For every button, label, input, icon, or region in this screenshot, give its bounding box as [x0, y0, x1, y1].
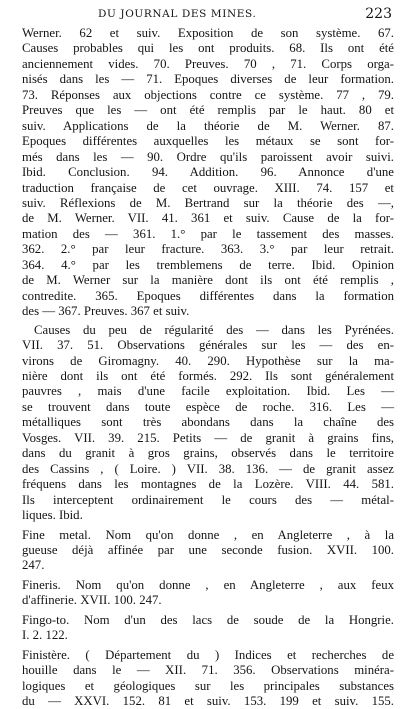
index-line: Finistère. ( Département du ) Indices et recherches de: [22, 647, 394, 662]
index-line: logiques et géologiques sur les principales substances: [22, 678, 394, 693]
index-line: d'affinerie. XVII. 100. 247.: [22, 593, 162, 608]
index-entry-fine-metal: [22, 528, 394, 574]
running-title: DU JOURNAL DES MINES.: [98, 8, 257, 20]
index-line: se trouvent dans toute espèce de roche. 316. Les —: [22, 399, 394, 414]
index-line: Epoques différentes auxquelles les métaux se sont for-: [22, 134, 394, 149]
index-line: Causes probables qui les ont produits. 68. Ils ont été: [22, 41, 394, 56]
index-line: Ils interceptent ordinairement le cours des — métal-: [22, 492, 394, 507]
index-line: de M. Werner. VII. 41. 361 et suiv. Cause de la for-: [22, 211, 394, 226]
index-line: houille dans le — XII. 71. 356. Observations minéra-: [22, 663, 394, 678]
index-body: [22, 26, 394, 709]
index-line: traduction française de cet ouvrage. XIII. 74. 157 et: [22, 180, 394, 195]
index-line: de M. Werner sur la manière dont ils ont été remplis ,: [22, 273, 394, 288]
index-line: fréquens dans les montagnes de la Lozère. VIII. 44. 581.: [22, 477, 394, 492]
index-entry-fingo-to: [22, 613, 394, 644]
index-line: 364. 4.° par les tremblemens de terre. Ibid. Opinion: [22, 257, 394, 272]
index-line: VII. 37. 51. Observations générales sur les — des en-: [22, 338, 394, 353]
index-line: Fingo-to. Nom d'un des lacs de soude de la Hongrie.: [22, 612, 394, 627]
index-line: suiv. Réflexions de M. Bertrand sur la théorie des —,: [22, 195, 394, 210]
index-line: liques. Ibid.: [22, 508, 83, 523]
index-line: contredite. 365. Epoques différentes dans la formation: [22, 288, 394, 303]
index-line: gueuse déjà affinée par une seconde fusion. XVII. 100.: [22, 542, 394, 557]
index-line: nisés dans les — 71. Epoques diverses de leur formation.: [22, 72, 394, 87]
index-line: des Cassins , ( Loire. ) VII. 38. 136. — de granit assez: [22, 461, 394, 476]
index-line: mation des — 361. 1.° par le tassement des masses.: [22, 226, 394, 241]
index-line: Preuves que les — ont été remplis par le haut. 80 et: [22, 103, 394, 118]
index-line: Causes du peu de régularité des — dans les Pyrénées.: [34, 322, 394, 337]
page-header: [14, 6, 392, 24]
index-block-filons-theory: [22, 26, 394, 320]
index-line: Ibid. Conclusion. 94. Addition. 96. Annonce d'une: [22, 165, 394, 180]
index-entry-fineris: [22, 578, 394, 609]
index-line: I. 2. 122.: [22, 628, 68, 643]
index-line: més dans les — 90. Ordre qu'ils paroissent avoir suivi.: [22, 149, 394, 164]
index-line: Vosges. VII. 39. 215. Petits — de granit à grains fins,: [22, 430, 394, 445]
index-line: virons de Giromagny. 40. 290. Hypothèse sur la ma-: [22, 353, 394, 368]
index-line: Fine metal. Nom qu'on donne , en Angleterre , à la: [22, 527, 394, 542]
index-line: des — 367. Preuves. 367 et suiv.: [22, 304, 190, 319]
index-line: métalliques sont très abondans dans la chaîne des: [22, 415, 394, 430]
index-line: pauvres , mais d'une facile exploitation. Ibid. Les —: [22, 384, 394, 399]
index-line: 247.: [22, 558, 45, 573]
index-line: du — XXVI. 152. 81 et suiv. 153. 199 et suiv. 155.: [22, 694, 394, 709]
page-number: 223: [365, 6, 392, 22]
index-line: nière dont ils ont été formés. 292. Ils sont généralement: [22, 368, 394, 383]
index-line: 362. 2.° par leur fracture. 363. 3.° par leur retrait.: [22, 242, 394, 257]
index-line: anciennement vides. 70. Preuves. 70 , 71. Corps orga-: [22, 56, 394, 71]
index-line: dans du granit à gros grains, observés dans le territoire: [22, 446, 394, 461]
index-line: 73. Réponses aux objections contre ce système. 77 , 79.: [22, 87, 394, 102]
index-line: Werner. 62 et suiv. Exposition de son système. 67.: [22, 26, 394, 40]
index-block-filons-regions: [22, 323, 394, 524]
index-line: Fineris. Nom qu'on donne , en Angleterre , aux feux: [22, 577, 394, 592]
index-line: suiv. Applications de la théorie de M. Werner. 87.: [22, 118, 394, 133]
